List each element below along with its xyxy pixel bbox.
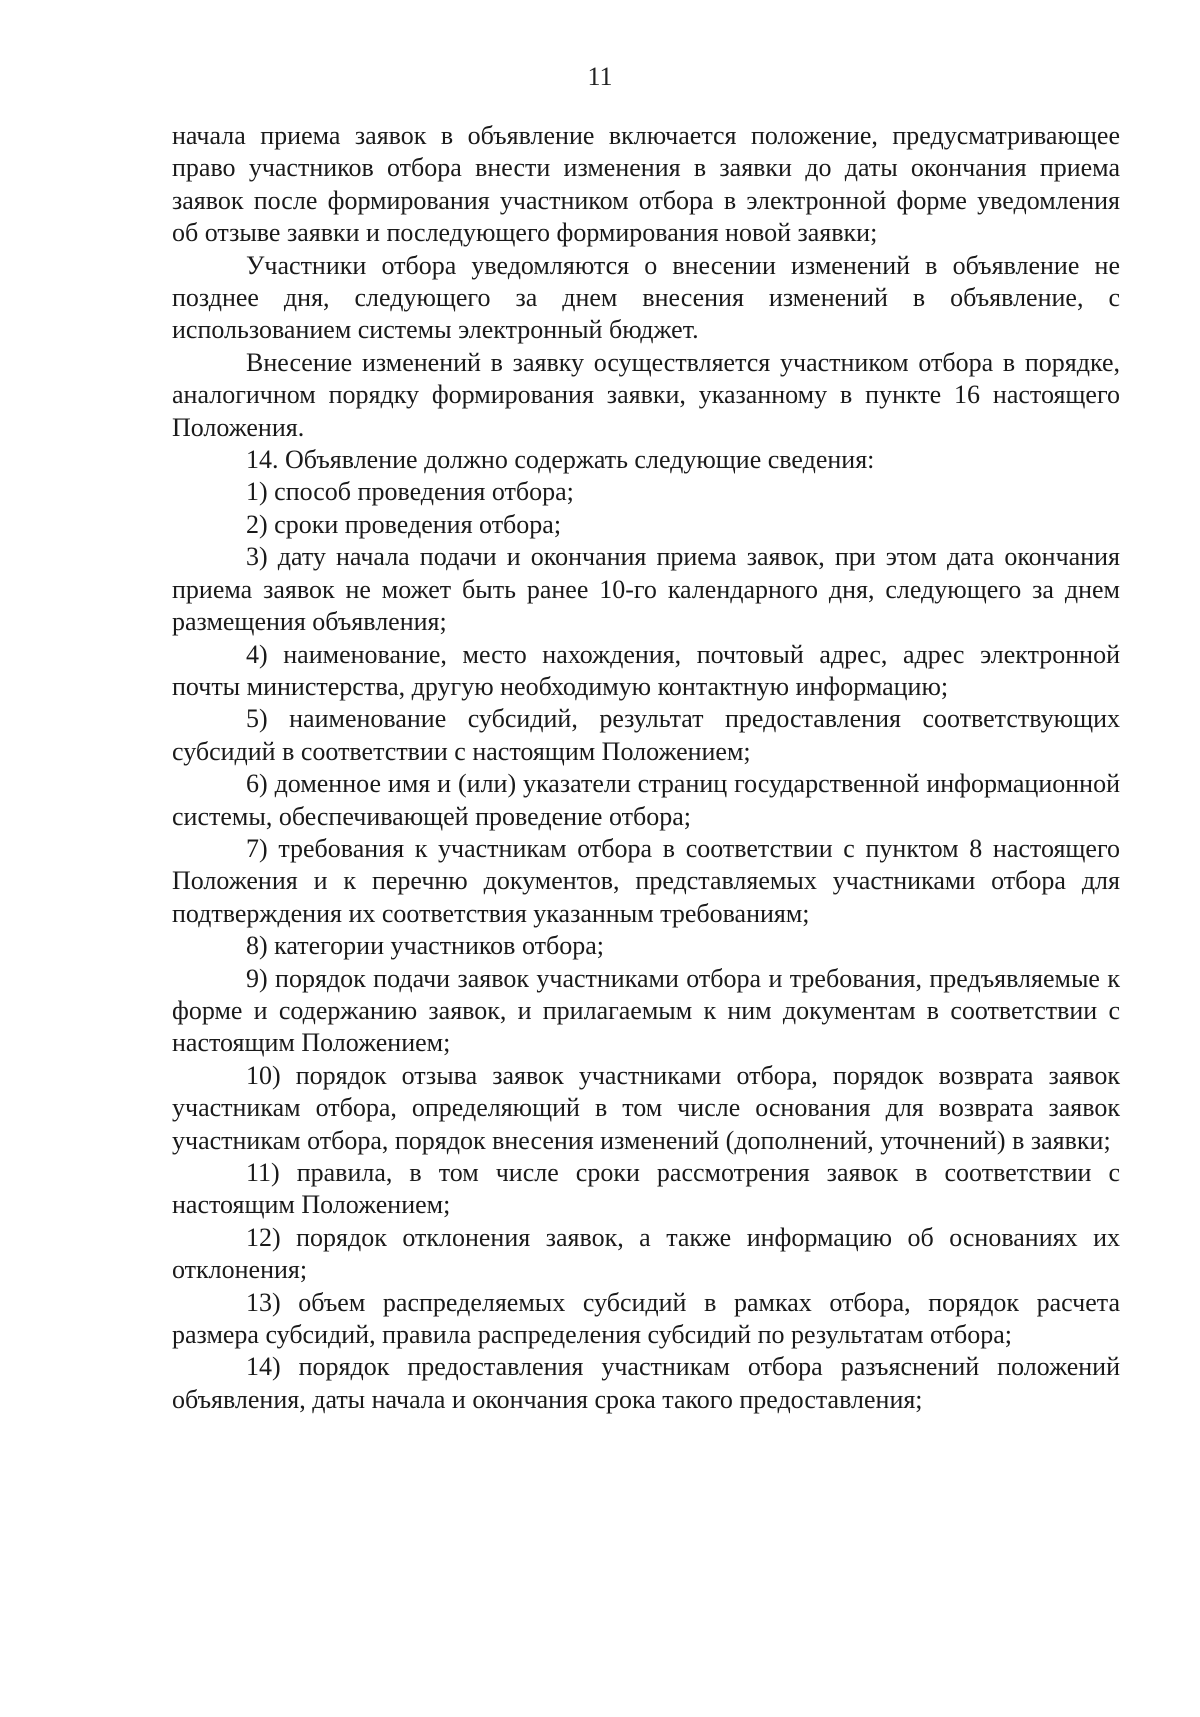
list-item: 14) порядок предоставления участникам отбора разъяснений положений объявления, даты начала и окончания срока такого предоставления; — [172, 1352, 1120, 1414]
list-item: 11) правила, в том числе сроки рассмотрения заявок в соответствии с настоящим Положением; — [172, 1158, 1120, 1220]
list-item: 1) способ проведения отбора; — [246, 477, 574, 507]
paragraph: Участники отбора уведомляются о внесении изменений в объявление не позднее дня, следующего за днем внесения изменений в объявление, с использованием системы электронный бюджет. — [172, 250, 1120, 345]
list-item: 8) категории участников отбора; — [246, 931, 604, 961]
document-body — [172, 120, 1120, 1416]
list-item: 9) порядок подачи заявок участниками отбора и требования, предъявляемые к форме и содержанию заявок, и прилагаемым к ним документам в соответствии с настоящим Положением; — [172, 963, 1120, 1058]
page-number: 11 — [587, 62, 613, 91]
list-item: 5) наименование субсидий, результат предоставления соответствующих субсидий в соответствии с настоящим Положением; — [172, 704, 1120, 766]
list-item: 12) порядок отклонения заявок, а также информацию об основаниях их отклонения; — [172, 1222, 1120, 1285]
paragraph: Внесение изменений в заявку осуществляется участником отбора в порядке, аналогичном порядку формирования заявки, указанному в пункте 16 настоящего Положения. — [172, 347, 1120, 442]
list-item: 13) объем распределяемых субсидий в рамках отбора, порядок расчета размера субсидий, правила распределения субсидий по результатам отбора; — [172, 1287, 1120, 1350]
list-item: 6) доменное имя и (или) указатели страниц государственной информационной системы, обеспечивающей проведение отбора; — [172, 769, 1120, 831]
list-item: 3) дату начала подачи и окончания приема заявок, при этом дата окончания приема заявок не может быть ранее 10-го календарного дня, следующего за днем размещения объявления; — [172, 542, 1120, 637]
list-item: 7) требования к участникам отбора в соответствии с пунктом 8 настоящего Положения и к перечню документов, представляемых участниками отбора для подтверждения их соответствия указанным требованиям; — [172, 833, 1120, 928]
list-item: 2) сроки проведения отбора; — [246, 509, 562, 539]
list-item: 10) порядок отзыва заявок участниками отбора, порядок возврата заявок участникам отбора, определяющий в том числе основания для возврата заявок участникам отбора, порядок внесения изменений (дополнений, уточнений) в заявки; — [172, 1060, 1120, 1155]
paragraph: 14. Объявление должно содержать следующие сведения: — [246, 445, 875, 475]
paragraph: начала приема заявок в объявление включается положение, предусматривающее право участников отбора внести изменения в заявки до даты окончания приема заявок после формирования участником отбора в электронной форме уведомления об отзыве заявки и последующего формирования новой заявки; — [172, 121, 1120, 248]
list-item: 4) наименование, место нахождения, почтовый адрес, адрес электронной почты министерства, другую необходимую контактную информацию; — [172, 639, 1120, 701]
